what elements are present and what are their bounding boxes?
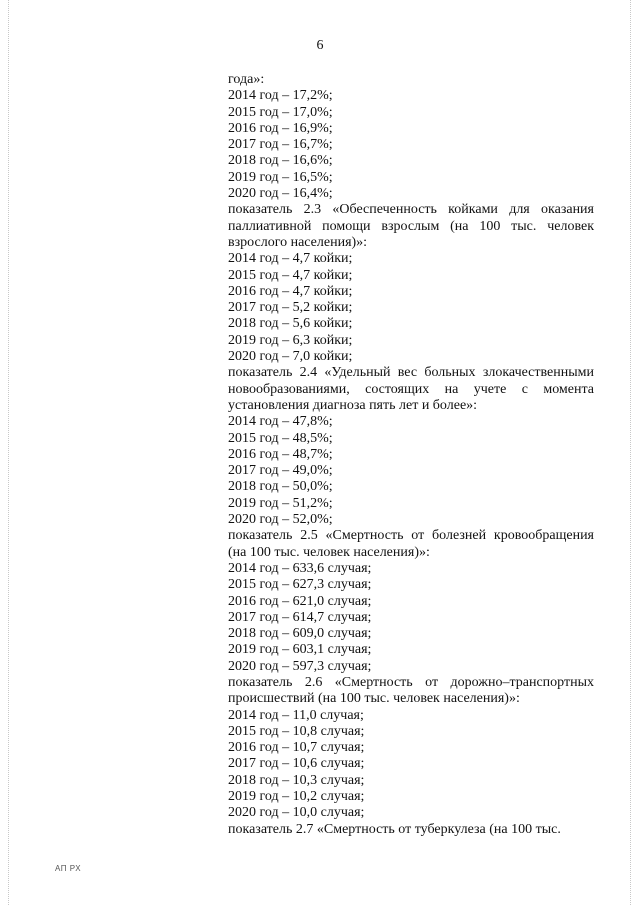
indicator-value-line: 2014 год – 17,2%; — [228, 88, 333, 104]
indicator-value-line: 2016 год – 621,0 случая; — [228, 593, 372, 609]
indicator-value-line: года»: — [228, 72, 265, 87]
indicator-paragraph: показатель 2.6 «Смертность от дорожно–транспортных происшествий (на 100 тыс. человек населения)»: — [228, 674, 594, 707]
indicator-value-line: 2019 год – 16,5%; — [228, 169, 333, 185]
indicator-value-line: 2015 год – 48,5%; — [228, 430, 333, 446]
indicator-value-line: 2018 год – 609,0 случая; — [228, 626, 372, 642]
indicator-paragraph: показатель 2.7 «Смертность от туберкулеза (на 100 тыс. — [228, 821, 561, 837]
indicator-value-line: 2020 год – 597,3 случая; — [228, 658, 372, 674]
indicator-value-line: 2014 год – 4,7 койки; — [228, 251, 353, 267]
indicator-value-line: 2017 год – 5,2 койки; — [228, 300, 353, 316]
left-margin-line — [8, 0, 9, 905]
right-margin-line — [630, 0, 631, 905]
indicator-value-line: 2017 год – 10,6 случая; — [228, 756, 365, 772]
document-body — [228, 72, 594, 838]
indicator-value-line: 2017 год – 614,7 случая; — [228, 609, 372, 625]
indicator-value-line: 2016 год – 4,7 койки; — [228, 283, 353, 299]
indicator-value-line: 2018 год – 50,0%; — [228, 479, 333, 495]
indicator-paragraph: показатель 2.5 «Смертность от болезней кровообращения (на 100 тыс. человек населения)»: — [228, 528, 594, 560]
indicator-value-line: 2018 год – 5,6 койки; — [228, 316, 353, 332]
indicator-value-line: 2018 год – 10,3 случая; — [228, 772, 365, 788]
indicator-value-line: 2015 год – 4,7 койки; — [228, 267, 353, 283]
indicator-value-line: 2020 год – 16,4%; — [228, 186, 333, 202]
indicator-value-line: 2014 год – 633,6 случая; — [228, 560, 372, 576]
indicator-value-line: 2019 год – 6,3 койки; — [228, 332, 353, 348]
indicator-value-line: 2020 год – 10,0 случая; — [228, 805, 365, 821]
indicator-value-line: 2015 год – 10,8 случая; — [228, 723, 365, 739]
indicator-value-line: 2019 год – 603,1 случая; — [228, 642, 372, 658]
indicator-value-line: 2016 год – 16,9%; — [228, 120, 333, 136]
indicator-paragraph: показатель 2.3 «Обеспеченность койками для оказания паллиативной помощи взрослым (на 100 тыс. человек взрослого населения)»: — [228, 202, 594, 250]
page-number: 6 — [316, 38, 324, 53]
indicator-value-line: 2016 год – 48,7%; — [228, 446, 333, 462]
indicator-value-line: 2019 год – 51,2%; — [228, 495, 333, 511]
indicator-value-line: 2016 год – 10,7 случая; — [228, 740, 365, 756]
indicator-value-line: 2018 год – 16,6%; — [228, 153, 333, 169]
indicator-value-line: 2017 год – 16,7%; — [228, 137, 333, 153]
indicator-value-line: 2015 год – 17,0%; — [228, 104, 333, 120]
indicator-value-line: 2017 год – 49,0%; — [228, 463, 333, 479]
indicator-value-line: 2019 год – 10,2 случая; — [228, 789, 365, 805]
indicator-value-line: 2014 год – 47,8%; — [228, 414, 333, 430]
indicator-value-line: 2014 год – 11,0 случая; — [228, 707, 364, 723]
footer-stamp: АП РХ — [55, 864, 82, 873]
indicator-value-line: 2015 год – 627,3 случая; — [228, 577, 372, 593]
indicator-paragraph: показатель 2.4 «Удельный вес больных злокачественными новообразованиями, состоящих на учете с момента установления диагноза пять лет и более»: — [228, 365, 594, 413]
indicator-value-line: 2020 год – 52,0%; — [228, 512, 333, 528]
indicator-value-line: 2020 год – 7,0 койки; — [228, 349, 353, 365]
